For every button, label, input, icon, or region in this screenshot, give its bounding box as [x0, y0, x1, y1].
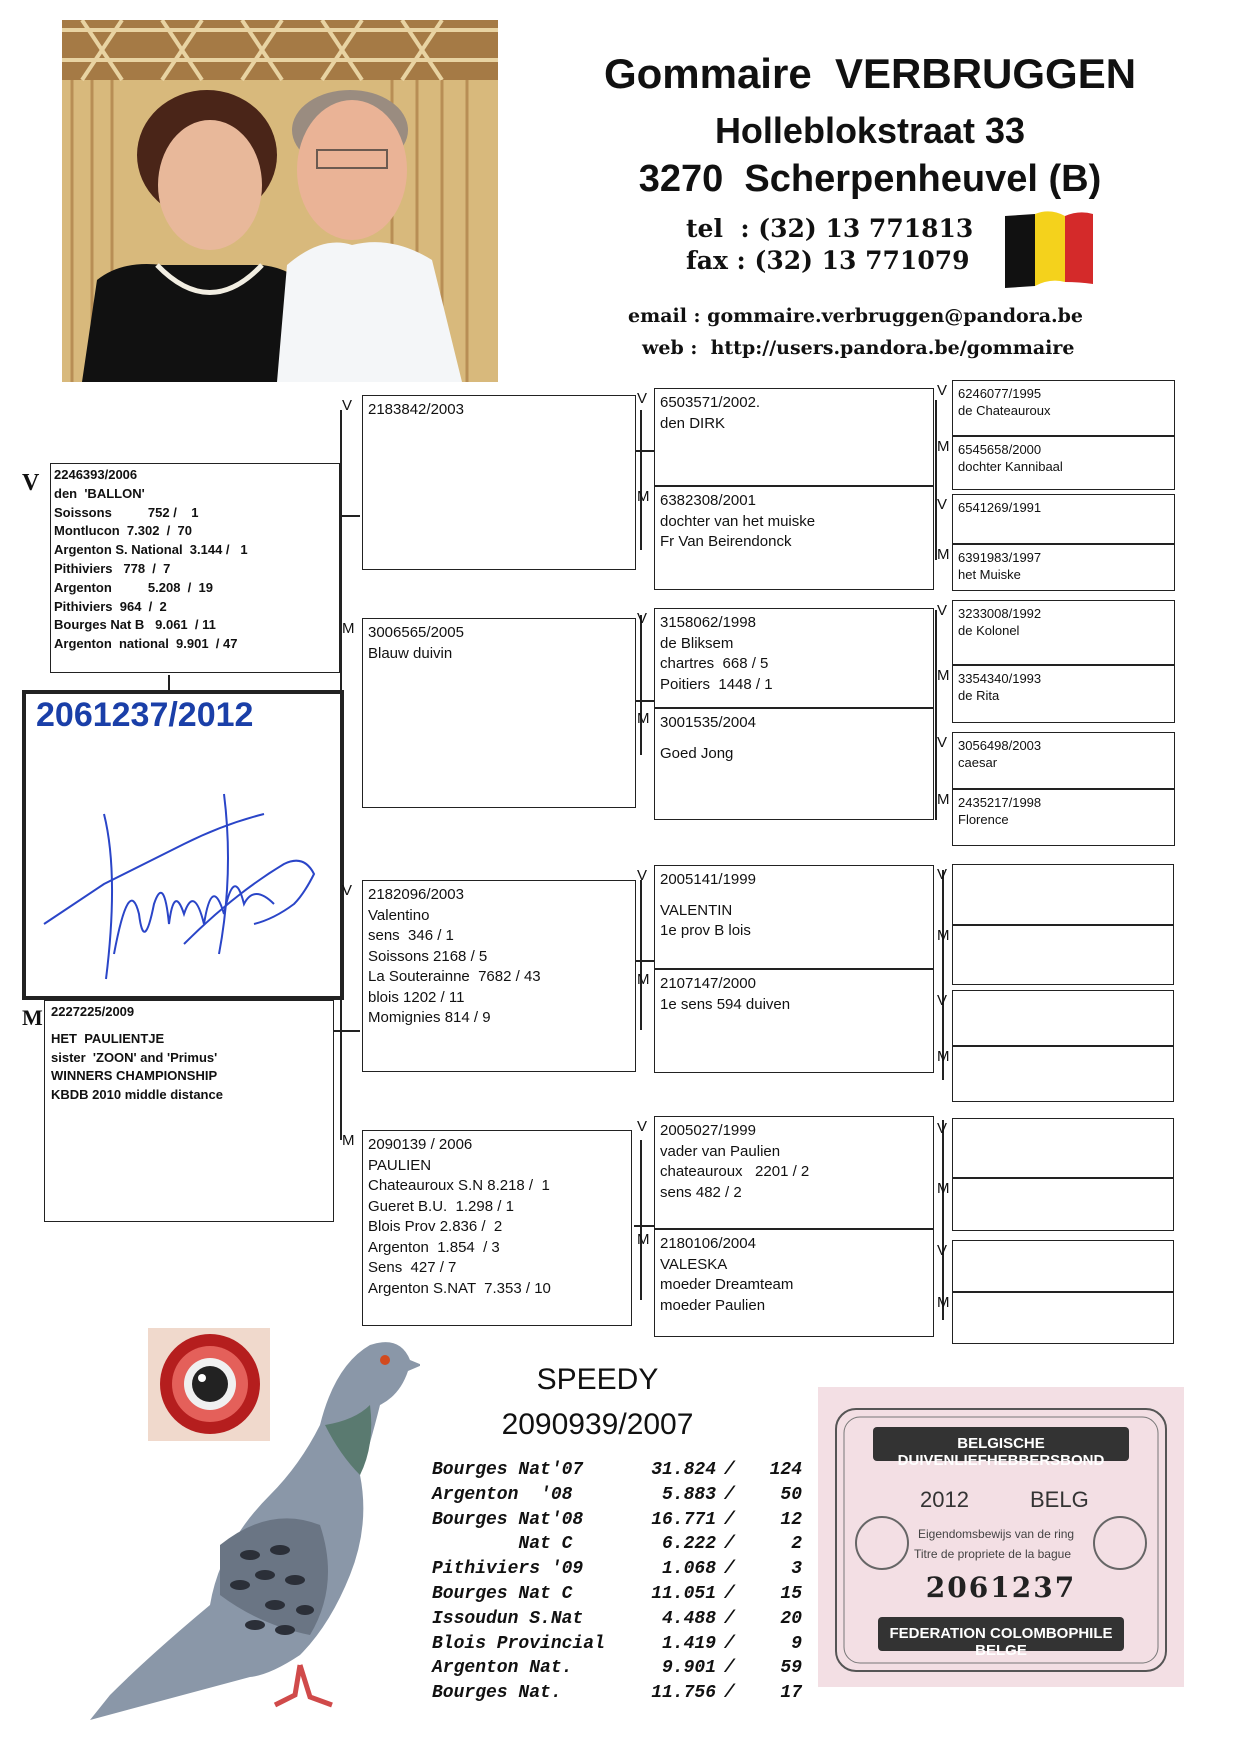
distance: 6.222	[661, 1534, 716, 1555]
gen3-box	[654, 388, 934, 486]
gen4-box	[952, 925, 1174, 985]
ring-number: 3354340/1993	[958, 671, 1042, 686]
result-row	[432, 1633, 802, 1658]
race-name: Argenton Nat.	[432, 1658, 573, 1679]
sire-mark: V	[22, 470, 40, 496]
pigeon-photo	[70, 1325, 420, 1720]
pedigree-line: Poitiers 1448 / 1	[660, 675, 773, 693]
gen2-box	[362, 395, 636, 570]
separator: /	[724, 1509, 735, 1530]
pedigree-line: VALENTIN	[660, 901, 733, 919]
dam-box	[44, 1000, 334, 1222]
pedigree-line: blois 1202 / 11	[368, 988, 465, 1006]
pedigree-line: Florence	[958, 812, 1009, 827]
owner-name: Gommaire VERBRUGGEN	[603, 50, 1137, 97]
pedigree-line: dochter van het muiske	[660, 512, 816, 530]
distance: 31.824	[651, 1460, 716, 1480]
ring-number: 3158062/1998	[660, 614, 756, 631]
cert-line-fr: Titre de propriete de la bague	[914, 1547, 1071, 1561]
gen4-box	[952, 436, 1175, 490]
sex-mark: M	[937, 1048, 950, 1065]
sex-mark: V	[937, 1242, 948, 1259]
gen4-box	[952, 665, 1175, 723]
connector	[330, 1030, 360, 1032]
pedigree-line: chateauroux 2201 / 2	[660, 1163, 810, 1180]
result-row	[432, 1460, 802, 1484]
race-name: Blois Provincial	[432, 1633, 605, 1654]
connector	[634, 1225, 654, 1227]
pedigree-line: Chateauroux S.N 8.218 / 1	[368, 1177, 550, 1194]
pedigree-line: Blois Prov 2.836 / 2	[368, 1218, 503, 1235]
ring-number: 2005141/1999	[660, 871, 756, 888]
gen3-box	[654, 486, 934, 590]
pedigree-line: Gueret B.U. 1.298 / 1	[368, 1197, 514, 1215]
separator: /	[724, 1633, 735, 1654]
race-name: Bourges Nat.	[432, 1683, 562, 1704]
sire-line: Pithiviers 964 / 2	[54, 598, 167, 614]
ring-number: 6391983/1997	[958, 550, 1042, 565]
pedigree-line: Soissons 2168 / 5	[368, 947, 488, 965]
sex-mark: M	[937, 667, 950, 684]
connector	[640, 1140, 642, 1300]
gen4-box	[952, 864, 1174, 925]
pedigree-line: moeder Paulien	[660, 1296, 766, 1314]
owner-city: 3270 Scherpenheuvel (B)	[638, 158, 1102, 200]
sex-mark: M	[637, 488, 650, 505]
gen4-box	[952, 380, 1175, 436]
pedigree-line: moeder Dreamteam	[660, 1276, 794, 1293]
gen3-box	[654, 608, 934, 708]
pedigree-line: den DIRK	[660, 414, 726, 432]
gen2-box	[362, 880, 636, 1072]
result-row	[432, 1509, 802, 1534]
cert-year: 2012	[920, 1487, 969, 1512]
sex-mark: V	[937, 496, 948, 513]
speedy-ring: 2090939/2007	[501, 1408, 694, 1441]
result-row	[432, 1658, 802, 1682]
ring-number: 6382308/2001	[660, 492, 756, 509]
ring-number: 3001535/2004	[660, 714, 756, 731]
pedigree-line: vader van Paulien	[660, 1142, 781, 1160]
pedigree-line: de Kolonel	[958, 623, 1020, 638]
result-row	[432, 1559, 802, 1583]
pedigree-line: PAULIEN	[368, 1156, 432, 1174]
separator: /	[724, 1658, 735, 1679]
pedigree-line: Argenton S.NAT 7.353 / 10	[368, 1279, 551, 1297]
cert-line-nl: Eigendomsbewijs van de ring	[918, 1527, 1075, 1541]
ring-number: 2107147/2000	[660, 975, 756, 992]
sire-box	[50, 463, 340, 673]
result-row	[432, 1683, 802, 1707]
cert-top: BELGISCHE DUIVENLIEFHEBBERSBOND	[897, 1435, 1105, 1469]
sex-mark: V	[342, 882, 353, 899]
pedigree-line: Goed Jong	[660, 744, 734, 762]
gen4-box	[952, 1178, 1174, 1231]
result-row	[432, 1534, 802, 1558]
pedigree-line: caesar	[958, 755, 998, 770]
gen4-box	[952, 1046, 1174, 1102]
sex-mark: M	[937, 546, 950, 563]
connector	[640, 410, 642, 550]
connector	[634, 960, 654, 962]
distance: 1.068	[661, 1559, 716, 1580]
separator: /	[724, 1608, 735, 1629]
ring-number: 6246077/1995	[958, 386, 1042, 401]
sex-mark: V	[637, 867, 648, 884]
place: 15	[780, 1584, 802, 1604]
place: 17	[780, 1683, 802, 1704]
place: 59	[780, 1658, 802, 1679]
place: 20	[780, 1608, 802, 1629]
connector	[935, 610, 937, 820]
owner-web: web : http://users.pandora.be/gommaire	[642, 337, 1075, 359]
distance: 1.419	[661, 1633, 716, 1654]
result-row	[432, 1608, 802, 1633]
separator: /	[724, 1559, 735, 1580]
race-name: Bourges Nat'08	[432, 1509, 584, 1530]
sex-mark: V	[342, 397, 353, 414]
dam-line: KBDB 2010 middle distance	[51, 1087, 223, 1103]
pedigree-line: sens 346 / 1	[368, 927, 454, 944]
separator: /	[724, 1534, 735, 1555]
subject-ring: 2061237/2012	[36, 696, 254, 734]
gen4-box	[952, 789, 1175, 846]
gen3-box	[654, 1116, 934, 1229]
pedigree-line: de Chateauroux	[958, 403, 1051, 418]
distance: 11.756	[651, 1683, 716, 1704]
ring-certificate	[818, 1387, 1184, 1687]
dam-ring: 2227225/2009	[51, 1004, 135, 1019]
pedigree-line: Valentino	[368, 906, 430, 924]
sex-mark: M	[937, 1180, 950, 1197]
subject-box	[22, 690, 344, 1000]
place: 9	[791, 1633, 802, 1654]
gen3-box	[654, 969, 934, 1073]
ring-number: 6503571/2002.	[660, 394, 761, 411]
pedigree-line: VALESKA	[660, 1255, 728, 1273]
pedigree-line: Blauw duivin	[368, 644, 453, 662]
sire-line: den 'BALLON'	[54, 485, 145, 501]
cert-number: 2061237	[925, 1571, 1077, 1604]
place: 12	[780, 1509, 802, 1530]
dam-mark: M	[22, 1005, 43, 1030]
speedy-name: SPEEDY	[536, 1363, 659, 1396]
pedigree-line	[660, 891, 756, 901]
pedigree-line: Momignies 814 / 9	[368, 1009, 491, 1026]
owner-tel: tel : (32) 13 771813	[686, 214, 974, 243]
ring-number: 2182096/2003	[368, 886, 464, 903]
sex-mark: V	[937, 734, 948, 751]
pedigree-line: Fr Van Beirendonck	[660, 533, 792, 550]
sex-mark: M	[937, 927, 950, 944]
sex-mark: M	[342, 620, 355, 637]
race-name: Bourges Nat'07	[432, 1460, 584, 1480]
race-name: Pithiviers '09	[432, 1559, 584, 1580]
ring-number: 6545658/2000	[958, 442, 1042, 457]
sex-mark: V	[937, 382, 948, 399]
result-row	[432, 1584, 802, 1608]
sex-mark: M	[342, 1132, 355, 1149]
belgian-flag	[1005, 210, 1093, 288]
sex-mark: V	[937, 1120, 948, 1137]
connector	[338, 515, 360, 517]
pedigree-line: dochter Kannibaal	[958, 459, 1063, 474]
owners-photo	[62, 20, 498, 382]
race-name: Argenton '08	[432, 1484, 573, 1505]
separator: /	[724, 1584, 735, 1604]
sex-mark: V	[637, 1118, 648, 1135]
gen4-box	[952, 1118, 1174, 1178]
pedigree-line	[660, 734, 756, 744]
distance: 5.883	[661, 1484, 716, 1505]
race-name: Issoudun S.Nat	[432, 1608, 584, 1629]
owner-email: email : gommaire.verbruggen@pandora.be	[628, 305, 1083, 327]
gen3-box	[654, 865, 934, 969]
dam-line: WINNERS CHAMPIONSHIP	[51, 1068, 218, 1084]
cert-country: BELG	[1030, 1487, 1089, 1512]
ring-number: 2183842/2003	[368, 401, 464, 418]
dam-line: sister 'ZOON' and 'Primus'	[51, 1049, 218, 1065]
ring-number: 3006565/2005	[368, 624, 464, 641]
pedigree-line: La Souterainne 7682 / 43	[368, 968, 541, 985]
dam-line: HET PAULIENTJE	[51, 1030, 165, 1046]
owner-fax: fax : (32) 13 771079	[686, 246, 970, 275]
connector	[634, 450, 654, 452]
sire-ring: 2246393/2006	[54, 467, 138, 482]
sex-mark: M	[637, 1231, 650, 1248]
pedigree-line: Sens 427 / 7	[368, 1259, 457, 1276]
place: 2	[791, 1534, 802, 1555]
connector	[935, 400, 937, 560]
sex-mark: V	[637, 610, 648, 627]
ring-number: 2005027/1999	[660, 1122, 756, 1139]
connector	[640, 615, 642, 755]
race-name: Bourges Nat C	[432, 1584, 573, 1604]
sex-mark: M	[637, 971, 650, 988]
pedigree-line: de Bliksem	[660, 634, 734, 652]
ring-number: 3056498/2003	[958, 738, 1042, 753]
pedigree-line: het Muiske	[958, 567, 1021, 582]
place: 124	[769, 1460, 802, 1480]
sire-line: Pithiviers 778 / 7	[54, 560, 171, 576]
distance: 9.901	[661, 1658, 716, 1679]
gen3-box	[654, 708, 934, 820]
sex-mark: V	[937, 866, 948, 883]
ring-number: 3233008/1992	[958, 606, 1042, 621]
gen4-box	[952, 544, 1175, 591]
sex-mark: M	[937, 438, 950, 455]
ring-number: 2435217/1998	[958, 795, 1042, 810]
ring-number: 2090139 / 2006	[368, 1136, 473, 1153]
sire-line: Argenton 5.208 / 19	[54, 579, 213, 595]
gen4-box	[952, 1240, 1174, 1292]
distance: 16.771	[651, 1509, 716, 1530]
gen2-box	[362, 618, 636, 808]
pedigree-line: Argenton 1.854 / 3	[368, 1238, 500, 1256]
pedigree-line: 1e sens 594 duiven	[660, 995, 791, 1013]
separator: /	[724, 1460, 735, 1480]
distance: 4.488	[661, 1608, 716, 1629]
gen4-box	[952, 494, 1175, 544]
sire-line: Argenton S. National 3.144 / 1	[54, 542, 248, 558]
place: 50	[780, 1484, 802, 1505]
signature	[34, 754, 334, 984]
connector	[942, 1120, 944, 1320]
pedigree-line: 1e prov B lois	[660, 922, 751, 940]
sex-mark: M	[637, 710, 650, 727]
gen3-box	[654, 1229, 934, 1337]
separator: /	[724, 1484, 735, 1505]
pedigree-line: chartres 668 / 5	[660, 655, 769, 672]
race-name: Nat C	[432, 1534, 573, 1555]
place: 3	[791, 1559, 802, 1580]
pedigree-line: de Rita	[958, 688, 1000, 703]
sire-line: Montlucon 7.302 / 70	[54, 523, 192, 539]
connector	[640, 880, 642, 1030]
distance: 11.051	[651, 1584, 716, 1604]
ring-number: 2180106/2004	[660, 1235, 756, 1252]
sex-mark: V	[937, 992, 948, 1009]
ring-number: 6541269/1991	[958, 500, 1042, 515]
gen4-box	[952, 600, 1175, 665]
gen4-box	[952, 990, 1174, 1046]
sire-line: Bourges Nat B 9.061 / 11	[54, 617, 216, 633]
connector	[634, 700, 654, 702]
result-row	[432, 1484, 802, 1509]
gen4-box	[952, 732, 1175, 789]
pedigree-line: sens 482 / 2	[660, 1183, 742, 1201]
sex-mark: V	[637, 390, 648, 407]
sex-mark: V	[937, 602, 948, 619]
cert-bottom: FEDERATION COLOMBOPHILE BELGE	[889, 1625, 1113, 1659]
sire-line: Argenton national 9.901 / 47	[54, 636, 238, 652]
sex-mark: M	[937, 1294, 950, 1311]
gen4-box	[952, 1292, 1174, 1344]
gen2-box	[362, 1130, 632, 1326]
separator: /	[724, 1683, 735, 1704]
sex-mark: M	[937, 791, 950, 808]
sire-line: Soissons 752 / 1	[54, 504, 199, 520]
owner-street: Holleblokstraat 33	[714, 110, 1026, 151]
